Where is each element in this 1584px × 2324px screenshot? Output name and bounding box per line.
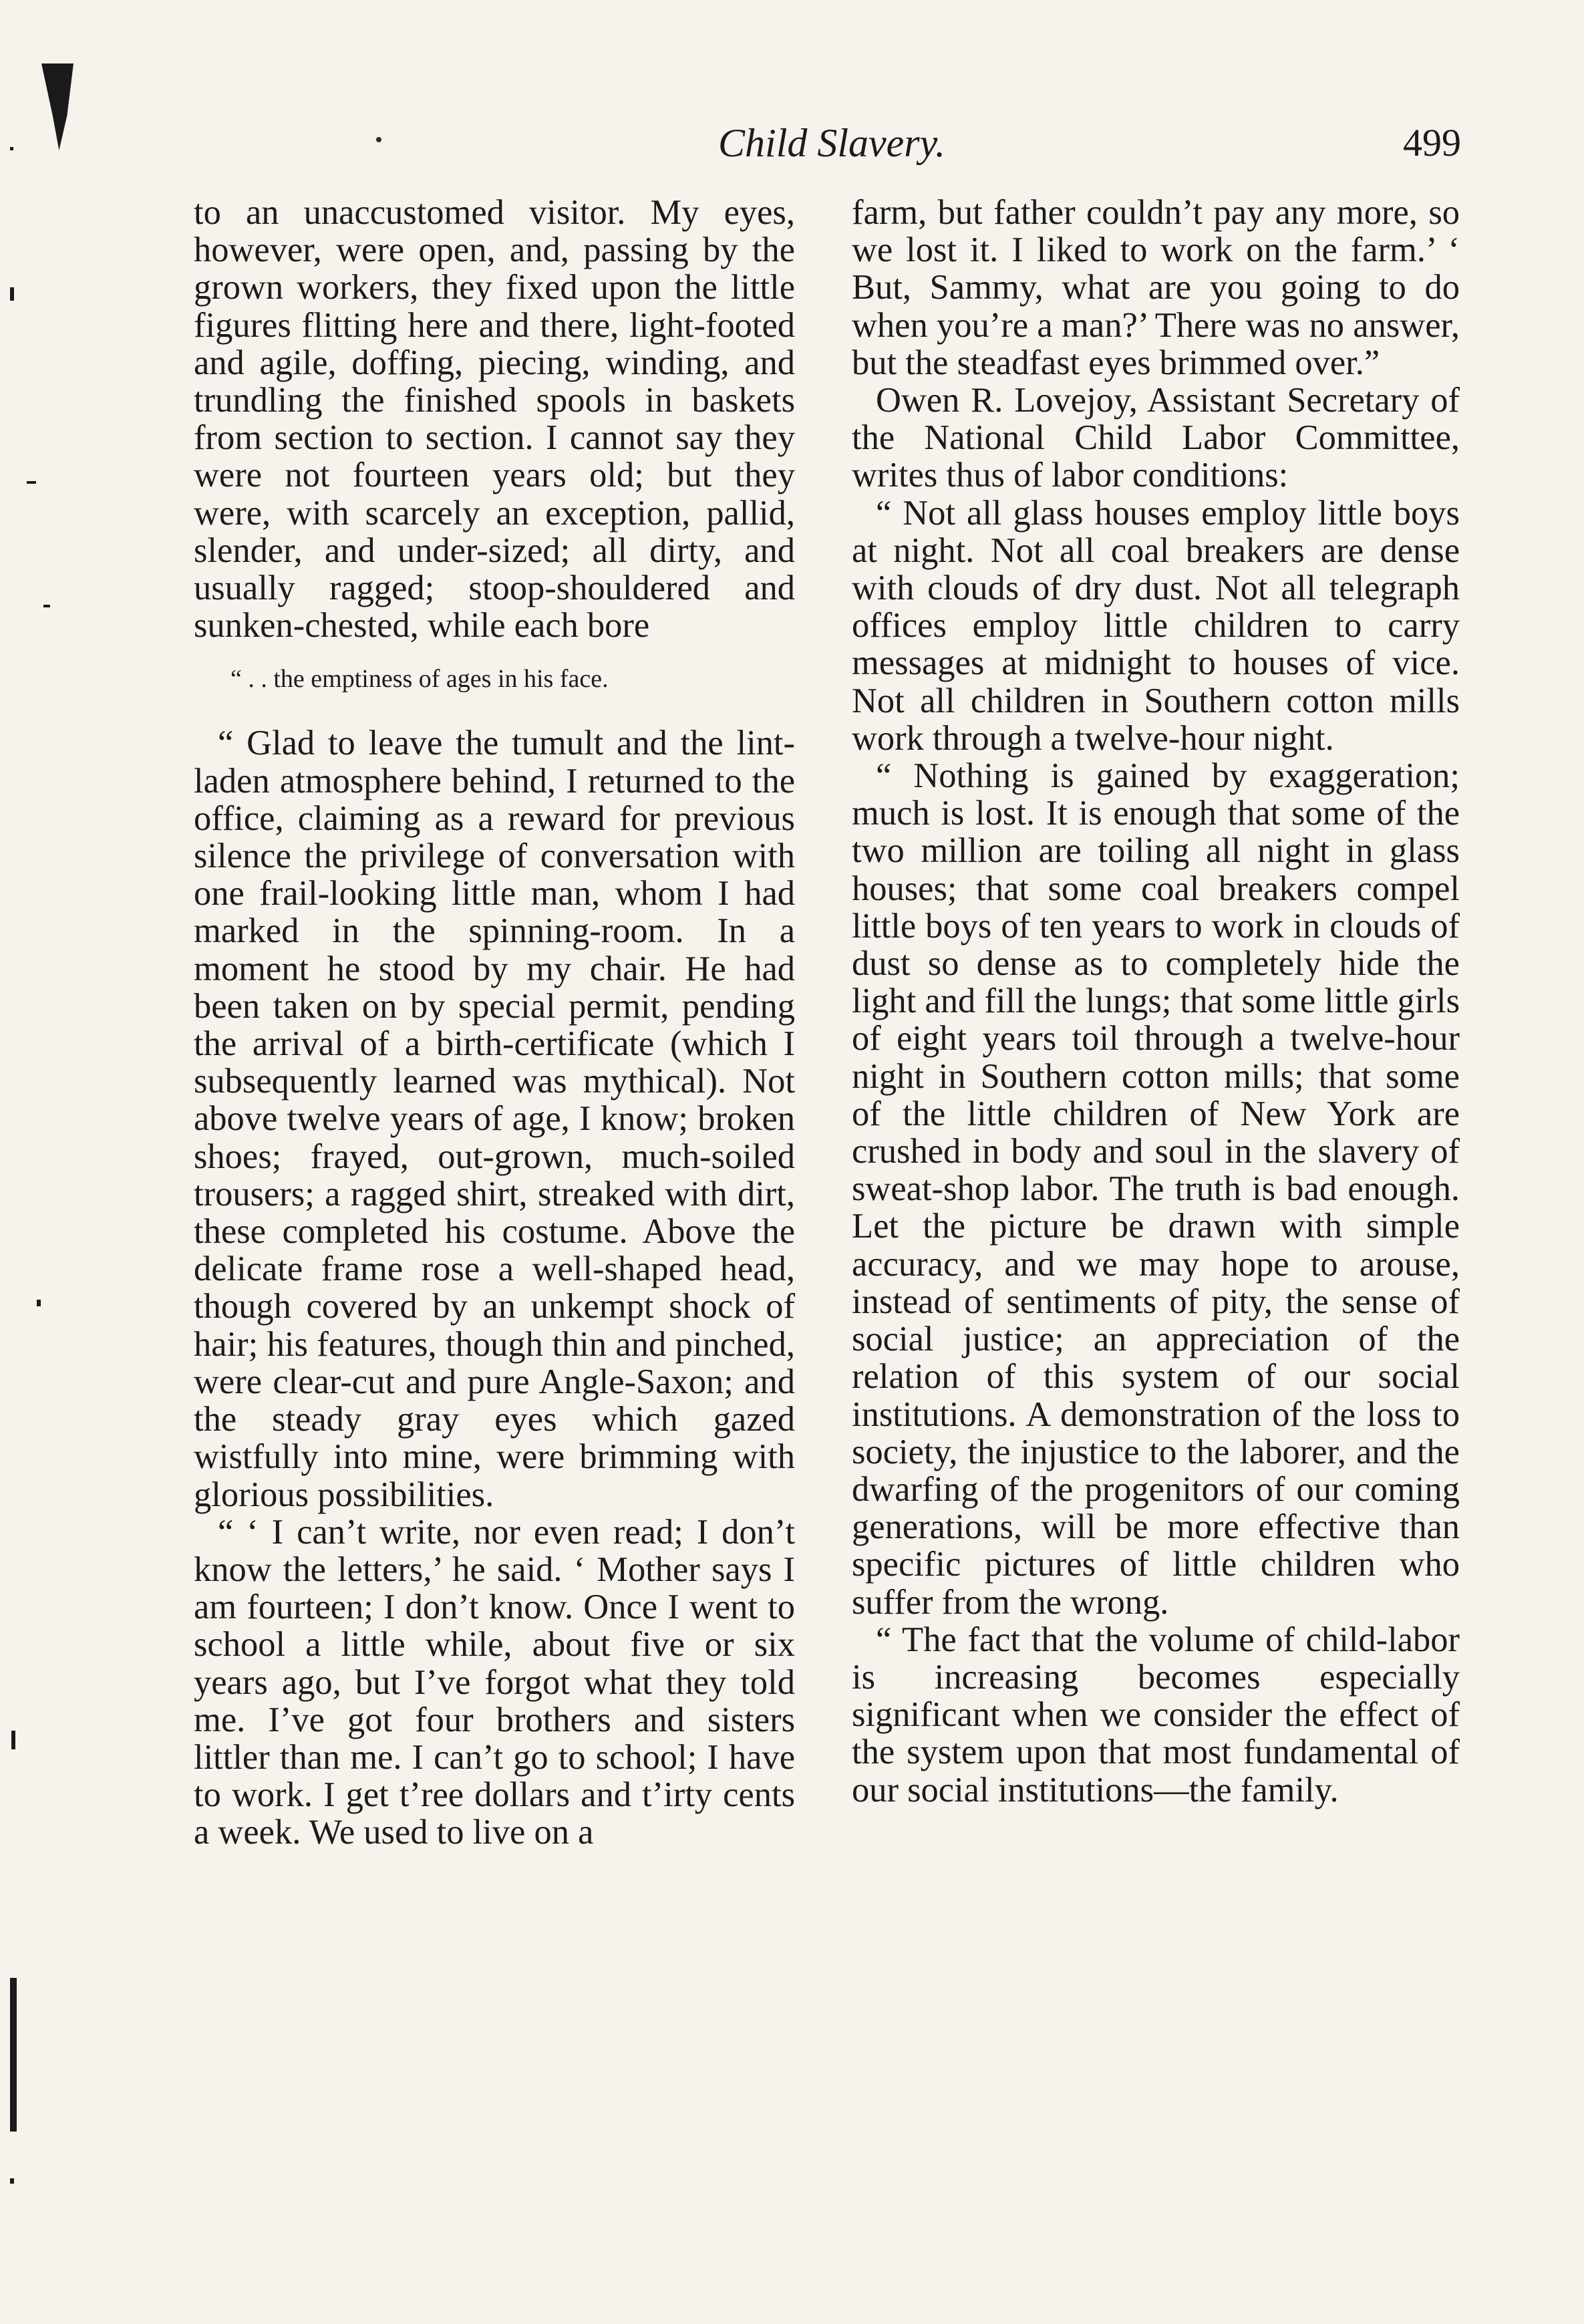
page-header	[0, 100, 1584, 174]
scan-artifact-dash	[37, 1300, 41, 1306]
scan-artifact-dash	[11, 1731, 15, 1749]
right-paragraph-4: “ Nothing is gained by exaggeration; much is lost. It is enough that some of the two million are toiling all night in glass houses; that some coal breakers compel little boys of ten years to work in clouds of dust so dense as to completely hide the light and fill the lungs; that some little girls of eight years toil through a twelve-hour night in Southern cotton mills; that some of the little children of New York are crushed in body and soul in the slavery of sweat-shop labor. The truth is bad enough. Let the picture be drawn with simple accuracy, and we may hope to arouse, instead of sentiments of pity, the sense of social justice; an appreciation of the relation of this system of our social institutions. A demonstration of the loss to society, the injustice to the laborer, and the dwarfing of the progenitors of our coming generations, will be more effective than specific pictures of little children who suffer from the wrong.	[852, 756, 1460, 1622]
header-dot	[376, 137, 381, 142]
right-paragraph-1: farm, but father couldn’t pay any more, so we lost it. I liked to work on the farm.’ ‘ But, Sammy, what are you going to do when you’re a man?’ There was no answer, but the steadfast eyes brimmed over.”	[852, 193, 1460, 382]
right-column	[852, 194, 1460, 1809]
left-paragraph-1: to an unaccustomed visitor. My eyes, however, were open, and, passing by the grown workers, they fixed upon the little figures flitting here and there, light-footed and agile, doffing, piecing, winding, and trundling the finished spools in baskets from section to section. I cannot say they were not fourteen years old; but they were, with scarcely an exception, pallid, slender, and under-sized; all dirty, and usually ragged; stoop-shouldered and sunken-chested, while each bore	[194, 193, 795, 645]
scan-artifact-binding	[10, 1978, 17, 2132]
scan-artifact-dash	[10, 287, 14, 301]
scan-artifact-dash	[10, 2178, 14, 2184]
quoted-verse: “ . . the emptiness of ages in his face.	[230, 665, 609, 694]
left-paragraph-2: “ Glad to leave the tumult and the lint-laden atmosphere behind, I returned to the office, claiming as a reward for previous silence the privilege of conversation with one frail-looking little man, whom I had marked in the spinning-room. In a moment he stood by my chair. He had been taken on by special permit, pending the arrival of a birth-certificate (which I subsequently learned was mythical). Not above twelve years of age, I know; broken shoes; frayed, out-grown, much-soiled trousers; a ragged shirt, streaked with dirt, these completed his costume. Above the delicate frame rose a well-shaped head, though covered by an unkempt shock of hair; his features, though thin and pinched, were clear-cut and pure Angle-Saxon; and the steady gray eyes which gazed wistfully into mine, were brimming with glorious possibilities.	[194, 724, 795, 1514]
right-paragraph-2: Owen R. Lovejoy, Assistant Secretary of the National Child Labor Committee, writes thus of labor conditions:	[852, 381, 1460, 495]
scan-artifact-dash	[27, 481, 36, 484]
right-paragraph-5: “ The fact that the volume of child-labor is increasing becomes especially significant when we consider the effect of the system upon that most fundamental of our social institutions—the family.	[852, 1620, 1460, 1809]
left-paragraph-3: “ ‘ I can’t write, nor even read; I don’t know the letters,’ he said. ‘ Mother says I am fourteen; I don’t know. Once I went to school a little while, about five or six years ago, but I’ve forgot what they told me. I’ve got four brothers and sisters littler than me. I can’t go to school; I have to work. I get t’ree dollars and t’irty cents a week. We used to live on a	[194, 1512, 795, 1852]
right-paragraph-3: “ Not all glass houses employ little boys at night. Not all coal breakers are dense with clouds of dry dust. Not all telegraph offices employ little children to carry messages at midnight to houses of vice. Not all children in Southern cotton mills work through a twelve-hour night.	[852, 493, 1460, 758]
scan-artifact-dash	[43, 605, 50, 607]
left-column	[194, 194, 795, 1852]
page-number: 499	[1403, 121, 1461, 164]
running-title: Child Slavery.	[718, 121, 945, 165]
